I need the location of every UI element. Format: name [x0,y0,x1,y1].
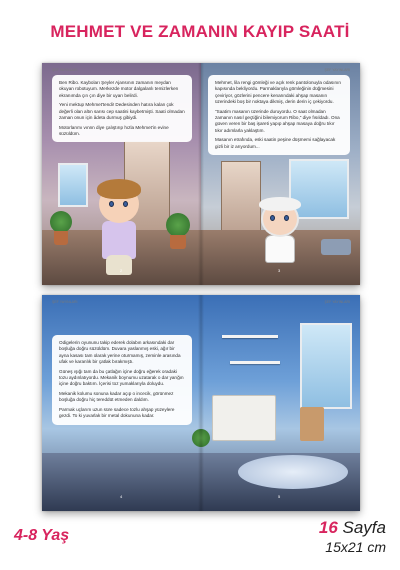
plant-illustration-right [166,213,190,237]
brand-label-left-2: ŞEF YAYINLARI [52,300,78,304]
door-illustration-2 [221,161,261,241]
spread-gutter [198,63,204,285]
book-specs [319,518,386,555]
paragraph: Parmak uçlarım uzun süre sadece tozlu ahşap yüzeylere gezdi. To ki yuvarlak bir metal dokununa kadar. [59,407,175,419]
chair-illustration [300,407,324,441]
age-range: 4-8 Yaş [14,527,70,544]
brand-label-left: ŞEF YAYINLARI [52,68,78,72]
paragraph: Mekanik kolumu sonuna kadar açıp o incecik, görünmez boşluğa doğru hiç tereddüt etmeden daldım. [59,391,174,403]
page-number-left-2: 4 [120,494,123,499]
paragraph: Ben Ribo. Kayboları Şeyler Ajansının zamanın meydan okuyan robotuyum. Merkezde motor dalgalanlı temizlerken ekranımda çın çın diye bir uyarı belirdi. [59,80,179,98]
left-page-text-2 [52,335,192,425]
paragraph: "Saatim masanın üzerinde duruyordu. O saat olmadan zamanın nasıl geçtiğini bilemiyorum Ribo," diye fısıldadı. Ona güven veren bir baş işareti yapıp ahşap masaya doğru tıkır tıkır adımlarla yaklaştım. [215,108,340,133]
paragraph: Masanın etrafında, eski saatin peşine düşmemi sağlayacak gizli bir iz arıyordum... [215,137,336,149]
rug-illustration [238,455,348,489]
ribo-body [265,235,295,263]
paragraph: Yeni mektup Mehmet'tendi! Dedesinden hatıra kalan çok değerli olan altın sarısı cep saatini kaybetmişti. Saati olmadan zaman onun için âdeta durmuş gibiydi. [59,102,185,120]
book-spread-2 [42,295,360,511]
pot-illustration [54,231,68,245]
paragraph: Güneş ışığı tam da bu çatlağın içine doğru eğerek oradaki tozu aydınlatıyordu. Mekanik boynumu uzatarak o dar yarığın içine doğru baktım. İçerisi toz yumaklarıyla doluydu. [59,368,184,387]
brand-label-right-2: ŞEF YAYINLARI [324,300,350,304]
ribo-eye-right [284,215,289,221]
book-spread-1 [42,63,360,285]
book-title: MEHMET VE ZAMANIN KAYIP SAATİ [50,22,350,41]
ribo-eye-left [270,215,275,221]
brand-label-right: ŞEF YAYINLARI [324,68,350,72]
right-page-text [208,75,350,155]
wall-shelf-2 [230,361,280,364]
dresser-illustration [212,395,276,441]
mehmet-pants [106,255,132,275]
paragraph: Odigelerin oyununu takip ederek dolabın arkasındaki dar boşluğa doğru süzüldüm. Duvara yaslanmış eski, ağır bir ayna kasası tam olarak yerine oturmamış, zeminle arasında ufak ve karanlık bir çatlak bırakmıştı. [59,340,181,364]
page-number-left: 2 [120,268,123,273]
window-illustration-3 [300,323,352,409]
page-count-word: Sayfa [342,518,386,537]
wall-shelf [222,335,278,338]
page-count-number: 16 [318,518,338,537]
window-illustration [58,163,88,207]
window-illustration-2 [289,159,349,219]
paragraph: Mehmet, lila rengi gömleği ve açık renk pantolonuyla odasının kapısında bekliyordu. Parmaklarıyla gömleğinin düğmesini çeviriyor, gözlerini pencere kenarındaki ahşap masanın üzerindeki boş bir noktaya dikmiş, derin derin iç çekiyordu. [215,80,341,104]
mehmet-hair [97,179,141,199]
page-count [319,518,386,538]
ribo-helmet [259,197,301,211]
page-number-right: 3 [278,268,281,273]
mehmet-eye-left [109,201,114,207]
page-number-right-2: 5 [278,494,281,499]
paragraph: Motorlarımı vınnn diye çalıştırıp hızla Mehmet'in evine süzüldüm. [59,124,169,137]
mehmet-eye-right [123,201,128,207]
sofa-illustration [321,239,351,255]
left-page-text [52,75,192,142]
pot-illustration-right [170,235,186,249]
plant-illustration [50,211,72,233]
book-size: 15x21 cm [325,539,386,555]
spread-gutter-2 [198,295,204,511]
mehmet-shirt [102,221,136,259]
